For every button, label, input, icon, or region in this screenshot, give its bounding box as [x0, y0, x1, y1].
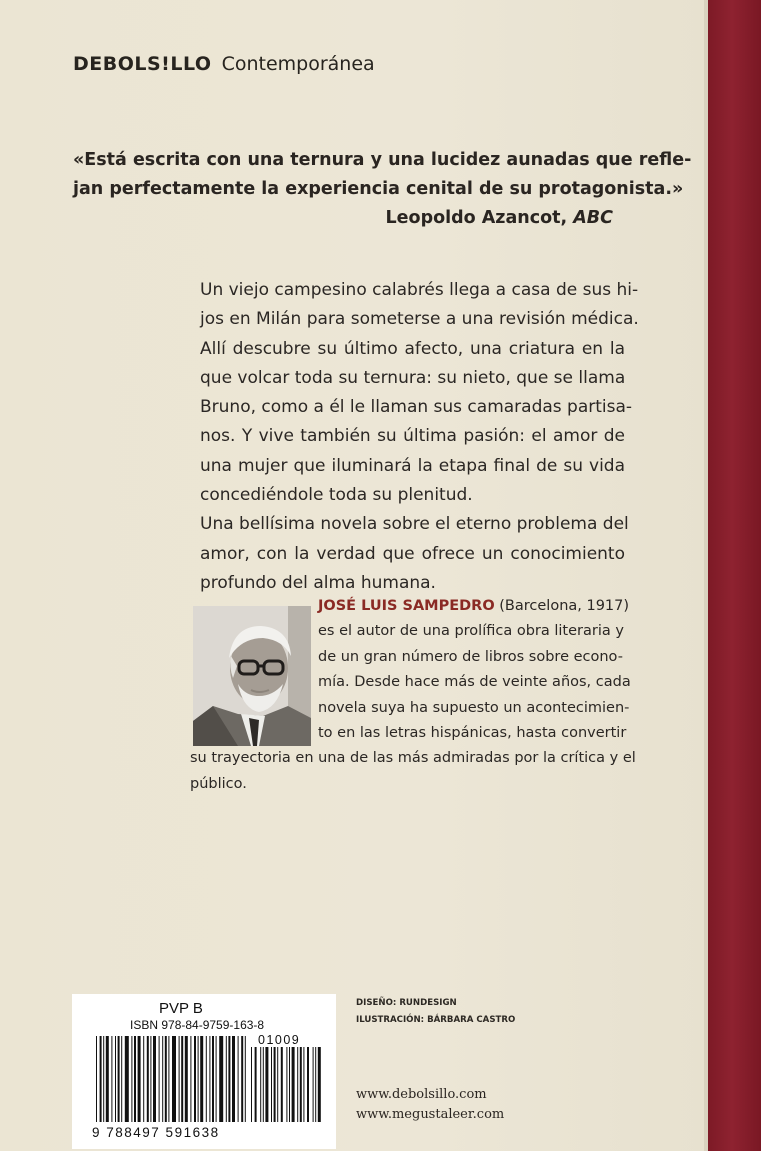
author-bio: [190, 594, 636, 797]
barcode-bar: [232, 1036, 235, 1122]
barcode-bar: [212, 1036, 214, 1122]
illustration-credit: ILUSTRACIÓN: BÁRBARA CASTRO: [356, 1015, 516, 1025]
credits: [356, 995, 515, 1029]
synopsis-line: concediéndole toda su plenitud.: [200, 485, 473, 506]
barcode-bar: [297, 1047, 298, 1122]
collection-name: Contemporánea: [221, 53, 375, 75]
bio-line: mía. Desde hace más de veinte años, cada: [318, 674, 631, 691]
barcode-bar: [271, 1047, 272, 1122]
barcode-bar: [118, 1036, 120, 1122]
barcode-bar: [159, 1036, 160, 1122]
design-credit: DISEÑO: RUNDESIGN: [356, 998, 457, 1008]
synopsis-line: que volcar toda su ternura: su nieto, que se llama: [200, 367, 626, 388]
synopsis-line: Allí descubre su último afecto, una criatura en la: [200, 338, 625, 359]
barcode-bar: [245, 1036, 246, 1122]
barcode-bar: [153, 1036, 156, 1122]
barcode-bar: [150, 1036, 151, 1122]
barcode-bar: [281, 1047, 283, 1122]
barcode-bar: [125, 1036, 129, 1122]
barcode-bar: [115, 1036, 116, 1122]
synopsis-paragraph: [200, 276, 639, 510]
bio-line: su trayectoria en una de las más admiradas por la crítica y el: [190, 750, 636, 767]
ean-digits: 9 788497 591638: [92, 1125, 220, 1140]
barcode-bar: [185, 1036, 188, 1122]
barcode-bar: [251, 1047, 252, 1122]
synopsis-line: Bruno, como a él le llaman sus camaradas partisa-: [200, 397, 633, 418]
barcode-bar: [106, 1036, 109, 1122]
bio-line: novela suya ha supuesto un acontecimien-: [318, 699, 630, 716]
synopsis-line: una mujer que iluminará la etapa final de su vida: [200, 455, 625, 476]
barcode-bar: [255, 1047, 257, 1122]
website-link[interactable]: www.debolsillo.com: [356, 1087, 487, 1102]
barcode-bar: [198, 1036, 199, 1122]
synopsis-line: profundo del alma humana.: [200, 572, 436, 593]
barcode-bar: [200, 1036, 203, 1122]
website-link[interactable]: www.megustaleer.com: [356, 1107, 505, 1122]
barcode-bar: [172, 1036, 176, 1122]
isbn-number: ISBN 978-84-9759-163-8: [130, 1018, 265, 1032]
quote-line: «Está escrita con una ternura y una lucidez aunadas que refle-: [73, 150, 692, 170]
barcode-bar: [111, 1036, 112, 1122]
addon-barcode: [250, 1047, 322, 1122]
bio-line: público.: [190, 775, 247, 792]
barcode-bar: [209, 1036, 210, 1122]
publisher-brand: [73, 53, 375, 75]
bio-line: to en las letras hispánicas, hasta convertir: [318, 725, 627, 742]
barcode-bar: [206, 1036, 207, 1122]
barcode-bar: [226, 1036, 227, 1122]
quote-author-name: Leopoldo Azancot,: [385, 208, 568, 228]
synopsis: [200, 276, 639, 598]
barcode-bar: [228, 1036, 230, 1122]
barcode-bar: [315, 1047, 316, 1122]
barcode-bar: [286, 1047, 287, 1122]
barcode-bar: [318, 1047, 321, 1122]
barcode-bar: [96, 1036, 97, 1122]
barcode-bar: [277, 1047, 278, 1122]
barcode-bar: [165, 1036, 167, 1122]
barcode-bar: [238, 1036, 239, 1122]
barcode-bar: [303, 1047, 304, 1122]
synopsis-line: Un viejo campesino calabrés llega a casa de sus hi-: [200, 280, 639, 300]
quote-source: ABC: [573, 208, 613, 228]
barcode-bar: [147, 1036, 149, 1122]
barcode-bar: [190, 1036, 191, 1122]
bio-line: es el autor de una prolífica obra literaria y: [318, 623, 624, 640]
price-code: PVP B: [159, 1000, 203, 1017]
barcode-bar: [181, 1036, 183, 1122]
barcode-bar: [168, 1036, 169, 1122]
barcode-bar: [263, 1047, 264, 1122]
barcode-bar: [260, 1047, 261, 1122]
barcode-bar: [121, 1036, 122, 1122]
barcode-bar: [274, 1047, 276, 1122]
barcode-bar: [307, 1047, 309, 1122]
barcode-bar: [241, 1036, 243, 1122]
barcode-bar: [143, 1036, 144, 1122]
barcode-bar: [289, 1047, 290, 1122]
quote-line: jan perfectamente la experiencia cenital de su protagonista.»: [73, 179, 684, 199]
synopsis-line: Una bellísima novela sobre el eterno problema del: [200, 514, 629, 535]
barcode-bar: [194, 1036, 196, 1122]
bio-first-line: [190, 594, 630, 619]
ean-barcode: [95, 1036, 247, 1122]
press-quote: [73, 146, 692, 233]
publisher-logo: DEBOLS!LLO: [73, 53, 212, 75]
barcode-bar: [103, 1036, 104, 1122]
barcode-bar: [134, 1036, 136, 1122]
barcode-bar: [265, 1047, 268, 1122]
bio-author-origin: (Barcelona, 1917): [494, 598, 630, 614]
barcode-bar: [138, 1036, 141, 1122]
barcode-bar: [292, 1047, 295, 1122]
barcode-bar: [219, 1036, 223, 1122]
addon-code: 01009: [258, 1033, 301, 1047]
synopsis-paragraph: [200, 510, 629, 598]
synopsis-line: jos en Milán para someterse a una revisión médica.: [200, 309, 639, 330]
barcode-bar: [300, 1047, 302, 1122]
barcode-bar: [313, 1047, 314, 1122]
barcode-bar: [216, 1036, 217, 1122]
barcode-bar: [100, 1036, 102, 1122]
bio-line: de un gran número de libros sobre econo-: [318, 648, 623, 665]
barcode-bar: [162, 1036, 163, 1122]
bio-author-name: JOSÉ LUIS SAMPEDRO: [318, 598, 495, 614]
synopsis-line: nos. Y vive también su última pasión: el amor de: [200, 426, 625, 447]
synopsis-line: amor, con la verdad que ofrece un conocimiento: [200, 543, 625, 564]
barcode-bar: [131, 1036, 132, 1122]
book-spine: [708, 0, 761, 1151]
websites: [356, 1085, 504, 1125]
quote-author: [73, 204, 613, 233]
barcode-bar: [179, 1036, 180, 1122]
